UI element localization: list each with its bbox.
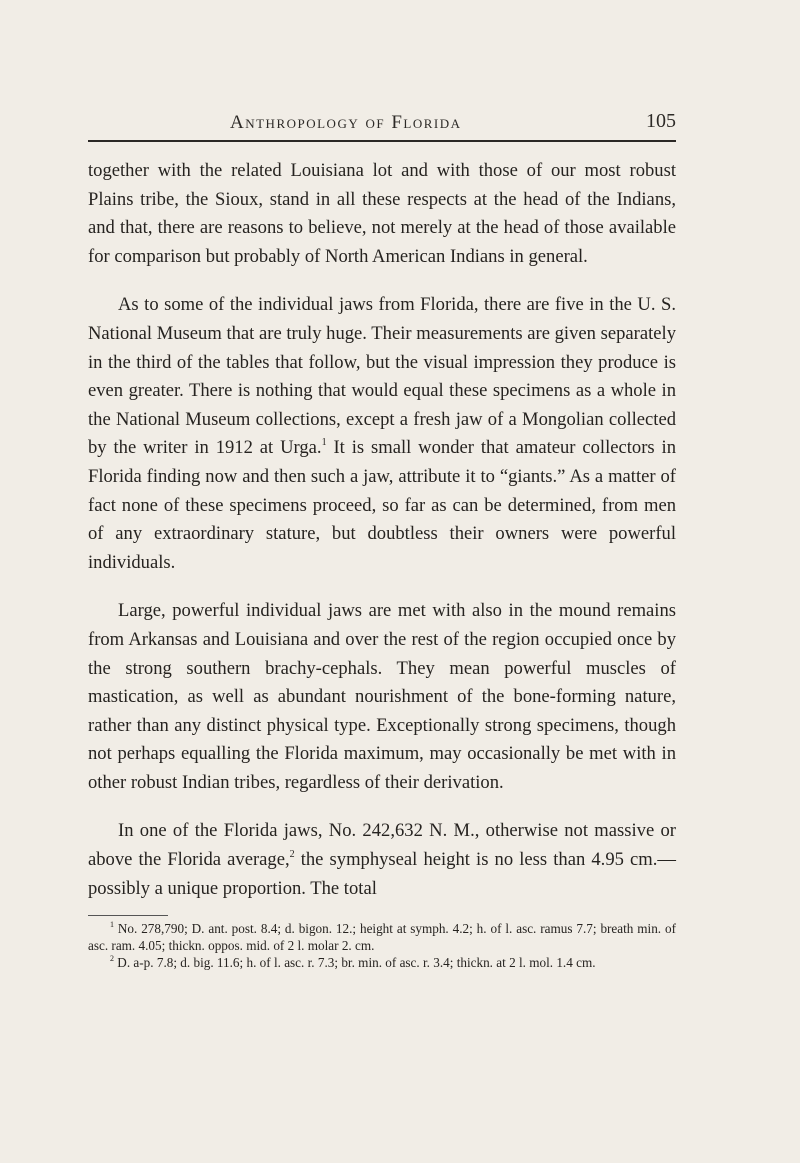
footnote-1 <box>88 920 676 954</box>
footnotes <box>88 915 676 971</box>
paragraph-2-text-b: It is small wonder that amateur collectors in Florida finding now and then such a jaw, attribute it to “giants.” As a matter of fact none of these specimens proceed, so far as can be determined, from men of any extraordinary stature, but doubtless their owners were powerful individuals. <box>88 437 676 573</box>
paragraph-2-text-a: As to some of the individual jaws from Florida, there are five in the U. S. National Museum that are truly huge. Their measurements are given separately in the third of the tables that follow, but the visual impression they produce is even greater. There is nothing that would equal these specimens as a whole in the National Museum collections, except a fresh jaw of a Mongolian collected by the writer in 1912 at Urga. <box>88 294 676 459</box>
body-text <box>88 157 676 903</box>
paragraph-1 <box>88 157 676 271</box>
footnote-ref-2: 2 <box>289 848 295 860</box>
footnote-2 <box>88 954 676 971</box>
running-head <box>88 108 676 142</box>
paragraph-3 <box>88 597 676 797</box>
footnote-2-text: D. a-p. 7.8; d. big. 11.6; h. of l. asc. r. 7.3; br. min. of asc. r. 3.4; thickn. at 2 l. mol. 1.4 cm. <box>114 955 596 971</box>
footnote-1-text: No. 278,790; D. ant. post. 8.4; d. bigon. 12.; height at symph. 4.2; h. of l. asc. ramus 7.7; breath min. of asc. ram. 4.05; thickn. oppos. mid. of 2 l. molar 2. cm. <box>88 921 676 954</box>
paragraph-4 <box>88 817 676 903</box>
paragraph-2 <box>88 291 676 577</box>
paragraph-3-text: Large, powerful individual jaws are met with also in the mound remains from Arkansas and Louisiana and over the rest of the region occupied once by the strong southern brachy-cephals. They mean powerful muscles of mastication, as well as abundant nourishment of the bone-forming nature, rather than any distinct physical type. Exceptionally strong specimens, though not perhaps equalling the Florida maximum, may occasionally be met with in other robust Indian tribes, regardless of their derivation. <box>88 600 676 793</box>
paragraph-4-text-b: the symphyseal height is no less than 4.95 cm.—possibly a unique proportion. The total <box>88 849 676 899</box>
book-page <box>88 108 676 971</box>
footnote-1-marker: 1 <box>110 919 114 929</box>
footnote-ref-1: 1 <box>321 437 327 449</box>
paragraph-1-text: together with the related Louisiana lot and with those of our most robust Plains tribe, the Sioux, stand in all these respects at the head of the Indians, and that, there are reasons to believe, not merely at the head of those available for comparison but probably of North American Indians in general. <box>88 160 676 267</box>
footnote-2-marker: 2 <box>110 953 114 963</box>
paragraph-4-text-a: In one of the Florida jaws, No. 242,632 N. M., otherwise not massive or above the Florida average, <box>88 820 676 871</box>
page-number: 105 <box>646 110 676 132</box>
running-title: Anthropology of Florida <box>230 112 462 133</box>
